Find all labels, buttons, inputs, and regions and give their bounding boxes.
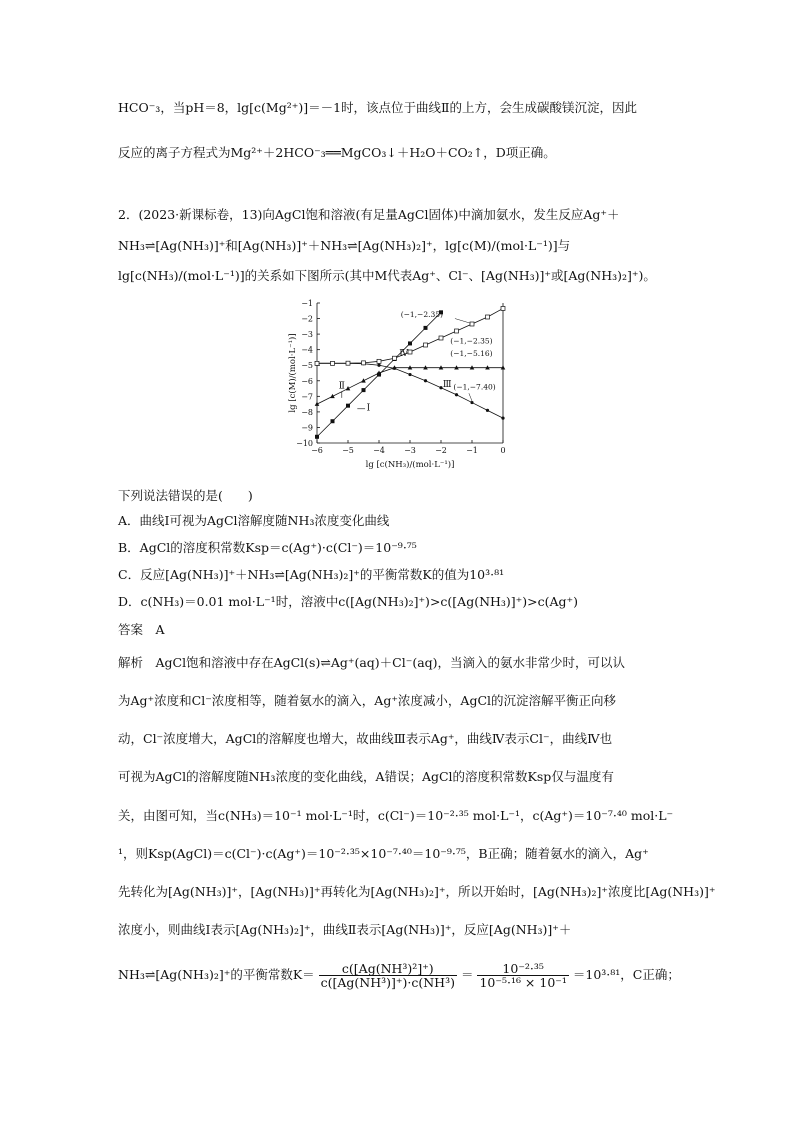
fraction-1 (319, 962, 457, 989)
equation-prefix: NH₃⇌[Ag(NH₃)₂]⁺的平衡常数K＝ (118, 967, 315, 982)
data-point-triangle (330, 394, 335, 398)
data-point-circle (424, 379, 427, 382)
option-a: A．曲线Ⅰ可视为AgCl溶解度随NH₃浓度变化曲线 (118, 513, 390, 528)
y-tick-label: −7 (301, 392, 313, 402)
analysis-line: ¹，则Ksp(AgCl)＝c(Cl⁻)·c(Ag⁺)＝10⁻²·³⁵×10⁻⁷·⁴⁰＝10⁻⁹·⁷⁵，B正确；随着氨水的滴入，Ag⁺ (118, 846, 649, 861)
y-tick-label: −9 (301, 423, 313, 433)
analysis-line: 先转化为[Ag(NH₃)]⁺，[Ag(NH₃)]⁺再转化为[Ag(NH₃)₂]⁺，所以开始时，[Ag(NH₃)₂]⁺浓度比[Ag(NH₃)]⁺ (118, 884, 716, 899)
equals-sign: ＝ (460, 967, 474, 982)
y-tick-label: −8 (301, 407, 313, 417)
x-axis-label: lg [c(NH₃)/(mol·L⁻¹)] (365, 460, 455, 470)
text-line: HCO⁻₃，当pH＝8，lg[c(Mg²⁺)]＝－1时，该点位于曲线Ⅱ的上方，会生成碳酸镁沉淀，因此 (118, 100, 638, 115)
fraction-2-denominator: 10⁻⁵·¹⁶ × 10⁻¹ (479, 975, 567, 990)
option-b: B．AgCl的溶度积常数Ksp＝c(Ag⁺)·c(Cl⁻)＝10⁻⁹·⁷⁵ (118, 540, 417, 555)
data-point-open-square (393, 356, 397, 360)
x-tick-label: −5 (342, 446, 354, 455)
data-point-triangle (315, 402, 320, 406)
y-tick-label: −10 (296, 439, 313, 448)
data-point-open-square (486, 315, 490, 319)
data-point-open-square (362, 361, 366, 365)
analysis-line: 可视为AgCl的溶解度随NH₃浓度的变化曲线，A错误；AgCl的溶度积常数Ksp仅与温度有 (118, 769, 614, 784)
analysis-line: 浓度小，则曲线Ⅰ表示[Ag(NH₃)₂]⁺，曲线Ⅱ表示[Ag(NH₃)]⁺，反应[Ag(NH₃)]⁺＋ (118, 922, 572, 937)
data-point-circle (486, 409, 489, 412)
analysis-line (118, 962, 684, 989)
data-point-circle (408, 373, 411, 376)
data-point-open-square (501, 306, 505, 310)
answer: 答案 A (118, 622, 165, 637)
analysis-line: 解析 AgCl饱和溶液中存在AgCl(s)⇌Ag⁺(aq)＋Cl⁻(aq)，当滴入的氨水非常少时，可以认 (118, 655, 626, 670)
chart (285, 295, 515, 475)
x-tick-label: −1 (466, 446, 478, 455)
data-point-triangle (361, 378, 366, 382)
curve-label-4: Ⅳ (399, 348, 409, 359)
analysis-line: 关，由图可知，当c(NH₃)＝10⁻¹ mol·L⁻¹时，c(Cl⁻)＝10⁻²·³⁵ mol·L⁻¹，c(Ag⁺)＝10⁻⁷·⁴⁰ mol·L⁻ (118, 808, 674, 823)
question-prompt: 下列说法错误的是( ) (118, 488, 253, 503)
data-point-open-square (439, 336, 443, 340)
data-point-open-square (331, 361, 335, 365)
data-point-open-square (455, 329, 459, 333)
annotation-4-leader (469, 393, 472, 401)
x-tick-label: 0 (500, 446, 506, 455)
question-line: 2．(2023·新课标卷，13)向AgCl饱和溶液(有足量AgCl固体)中滴加氨水，发生反应Ag⁺＋ (118, 207, 620, 222)
y-tick-label: −3 (301, 330, 313, 340)
y-axis-label: lg [c(M)/(mol·L⁻¹)] (288, 333, 298, 413)
data-point-circle (470, 401, 473, 404)
x-tick-label: −4 (373, 446, 385, 455)
data-point-square (362, 388, 366, 392)
curve-label-2: Ⅱ (338, 381, 345, 392)
data-point-open-square (315, 361, 319, 365)
y-tick-label: −5 (301, 361, 313, 371)
x-tick-label: −2 (435, 446, 447, 455)
data-point-circle (455, 393, 458, 396)
data-point-circle (377, 364, 380, 367)
x-tick-label: −6 (311, 446, 323, 455)
text-line: 反应的离子方程式为Mg²⁺＋2HCO⁻₃══MgCO₃↓＋H₂O＋CO₂↑，D项正确。 (118, 145, 556, 160)
y-tick-label: −1 (301, 299, 313, 308)
curve-label-3: Ⅲ (442, 380, 452, 390)
y-tick-label: −4 (301, 345, 313, 355)
data-point-square (331, 419, 335, 423)
data-point-open-square (424, 343, 428, 347)
data-point-triangle (346, 386, 351, 390)
data-point-open-square (408, 350, 412, 354)
option-d: D．c(NH₃)＝0.01 mol·L⁻¹时，溶液中c([Ag(NH₃)₂]⁺)>c([Ag(NH₃)]⁺)>c(Ag⁺) (118, 594, 579, 609)
analysis-line: 动，Cl⁻浓度增大，AgCl的溶解度也增大，故曲线Ⅲ表示Ag⁺，曲线Ⅳ表示Cl⁻，曲线Ⅳ也 (118, 731, 613, 746)
data-point-open-square (377, 359, 381, 363)
data-point-square (424, 326, 428, 330)
chart-svg (285, 295, 515, 475)
question-line: lg[c(NH₃)/(mol·L⁻¹)]的关系如下图所示(其中M代表Ag⁺、Cl⁻、[Ag(NH₃)]⁺或[Ag(NH₃)₂]⁺)。 (118, 268, 656, 283)
equation-suffix: ＝10³·⁸¹，C正确； (572, 967, 680, 982)
y-tick-label: −2 (301, 314, 313, 324)
annotation-2: (−1,−2.35) (450, 336, 493, 346)
data-point-square (346, 404, 350, 408)
data-point-square (408, 341, 412, 345)
annotation-1-leader (455, 319, 471, 324)
x-tick-label: −3 (404, 446, 416, 455)
fraction-2-numerator: 10⁻²·³⁵ (477, 962, 568, 976)
annotation-4: (−1,−7.40) (453, 382, 496, 392)
data-point-open-square (470, 322, 474, 326)
fraction-2 (477, 962, 568, 989)
fraction-1-denominator: c([Ag(NH³)]⁺)·c(NH³) (320, 975, 455, 990)
curve-label-1: Ⅰ (366, 403, 371, 414)
y-tick-label: −6 (301, 376, 313, 386)
option-c: C．反应[Ag(NH₃)]⁺＋NH₃⇌[Ag(NH₃)₂]⁺的平衡常数K的值为10³·⁸¹ (118, 567, 505, 582)
data-point-circle (393, 367, 396, 370)
annotation-1: (−1,−2.35) (400, 310, 443, 319)
data-point-open-square (346, 361, 350, 365)
annotation-3: (−1,−5.16) (450, 348, 493, 358)
data-point-circle (501, 417, 504, 420)
question-line: NH₃⇌[Ag(NH₃)]⁺和[Ag(NH₃)]⁺＋NH₃⇌[Ag(NH₃)₂]⁺，lg[c(M)/(mol·L⁻¹)]与 (118, 238, 571, 253)
fraction-1-numerator: c([Ag(NH³)²]⁺) (319, 962, 457, 976)
data-point-square (315, 435, 319, 439)
analysis-line: 为Ag⁺浓度和Cl⁻浓度相等，随着氨水的滴入，Ag⁺浓度减小，AgCl的沉淀溶解平衡正向移 (118, 693, 617, 708)
